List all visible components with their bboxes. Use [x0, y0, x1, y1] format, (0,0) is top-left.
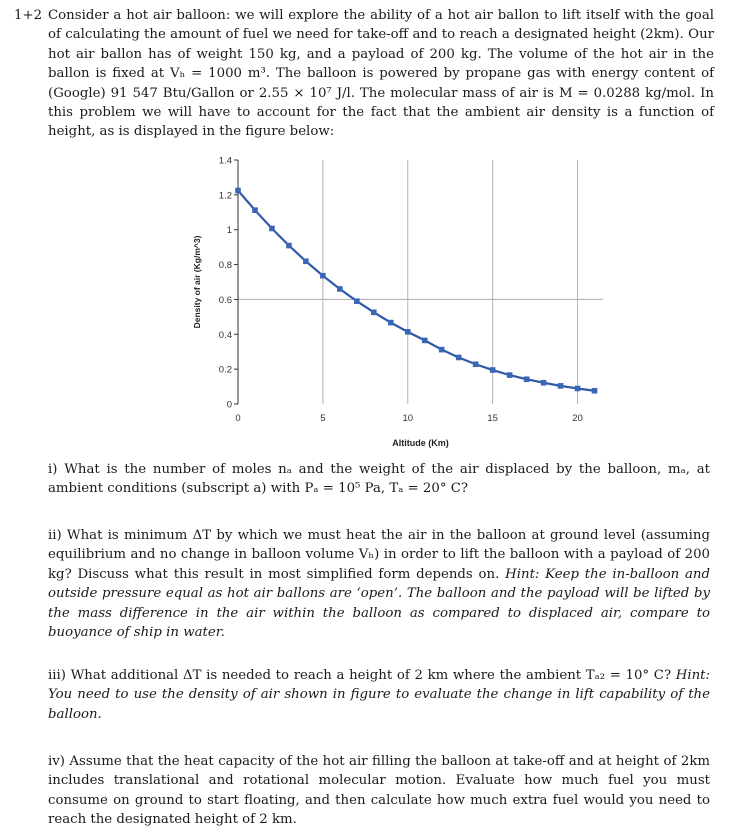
data-point-3	[286, 243, 292, 249]
y-tick-label-3: 0.6	[218, 294, 232, 306]
y-axis-label: Density of air (Kg/m^3)	[192, 235, 202, 329]
data-point-20	[575, 386, 581, 392]
question-ii-hint: Hint: Keep the in-balloon and outside pressure equal as hot air ballons are ‘open’. The balloon and the payload will be lifted by the mass difference in the air within the balloon as compared to displaced air, compare to buoyance of ship in water.	[48, 566, 711, 641]
data-point-21	[592, 388, 598, 394]
data-point-18	[541, 380, 547, 386]
density-series-line	[238, 191, 595, 391]
data-point-16	[507, 372, 513, 378]
question-iv	[48, 752, 710, 830]
x-axis-label: Altitude (Km)	[392, 438, 449, 448]
data-point-8	[371, 310, 377, 316]
x-tick-label-3: 15	[487, 413, 498, 424]
data-point-17	[524, 376, 530, 382]
data-point-0	[235, 188, 241, 194]
y-tick-label-7: 1.4	[218, 155, 232, 167]
data-point-11	[422, 338, 428, 344]
data-point-7	[354, 298, 360, 304]
data-point-5	[320, 273, 326, 279]
data-point-19	[558, 383, 564, 389]
data-point-4	[303, 258, 309, 264]
y-tick-label-2: 0.4	[218, 329, 232, 341]
data-point-1	[252, 207, 258, 213]
question-ii	[48, 526, 710, 642]
problem-number: 1+2	[14, 8, 43, 23]
question-i	[48, 460, 710, 499]
data-point-6	[337, 286, 343, 292]
y-tick-label-4: 0.8	[218, 260, 232, 272]
y-tick-label-6: 1.2	[218, 190, 232, 202]
data-point-13	[456, 355, 462, 361]
data-point-2	[269, 226, 275, 232]
y-tick-label-1: 0.2	[218, 364, 232, 376]
question-i-text: i) What is the number of moles nₐ and the weight of the air displaced by the balloon, mₐ, at ambient conditions (subscript a) with Pₐ = 10⁵ Pa, Tₐ = 20° C?	[48, 462, 710, 497]
density-chart	[183, 146, 623, 454]
data-point-12	[439, 347, 445, 353]
y-tick-label-5: 1	[226, 225, 232, 237]
density-chart-svg	[183, 146, 623, 454]
x-tick-label-2: 10	[402, 413, 414, 424]
data-point-10	[405, 329, 411, 335]
data-point-9	[388, 320, 394, 326]
question-iii-hint: Hint: You need to use the density of air shown in figure to evaluate the change in lift capability of the balloon.	[48, 668, 710, 722]
problem-intro: Consider a hot air balloon: we will explore the ability of a hot air ballon to lift itself with the goal of calculating the amount of fuel we need for take-off and to reach a designated height (2km). Our hot air ballon has of weight 150 kg, and a payload of 200 kg. The volume of the hot air in the ballon is fixed at Vₕ = 1000 m³. The balloon is powered by propane gas with energy content of (Google) 91 547 Btu/Gallon or 2.55 × 10⁷ J/l. The molecular mass of air is M = 0.0288 kg/mol. In this problem we will have to account for the fact that the ambient air density is a function of height, as is displayed in the figure below:	[48, 8, 714, 140]
question-ii-text: ii) What is minimum ΔT by which we must heat the air in the balloon at ground level (assuming equilibrium and no change in balloon volume Vₕ) in order to lift the balloon with a payload of 200 kg? Discuss what this result in most simplified form depends on.	[48, 528, 710, 582]
question-iii	[48, 666, 710, 724]
x-tick-label-0: 0	[235, 413, 241, 424]
x-tick-label-1: 5	[320, 413, 326, 424]
problem-block	[14, 6, 714, 142]
data-point-15	[490, 367, 496, 373]
x-tick-label-4: 20	[572, 413, 583, 424]
question-iv-text: iv) Assume that the heat capacity of the hot air filling the balloon at take-off and at height of 2km includes translational and rotational molecular motion. Evaluate how much fuel you must consume on ground to start floating, and then calculate how much extra fuel would you need to reach the designated height of 2 km.	[48, 754, 710, 828]
data-point-14	[473, 361, 479, 367]
question-iii-text: iii) What additional ΔT is needed to reach a height of 2 km where the ambient Tₐ₂ = 10° C?	[48, 668, 672, 683]
y-tick-label-0: 0	[226, 399, 232, 411]
